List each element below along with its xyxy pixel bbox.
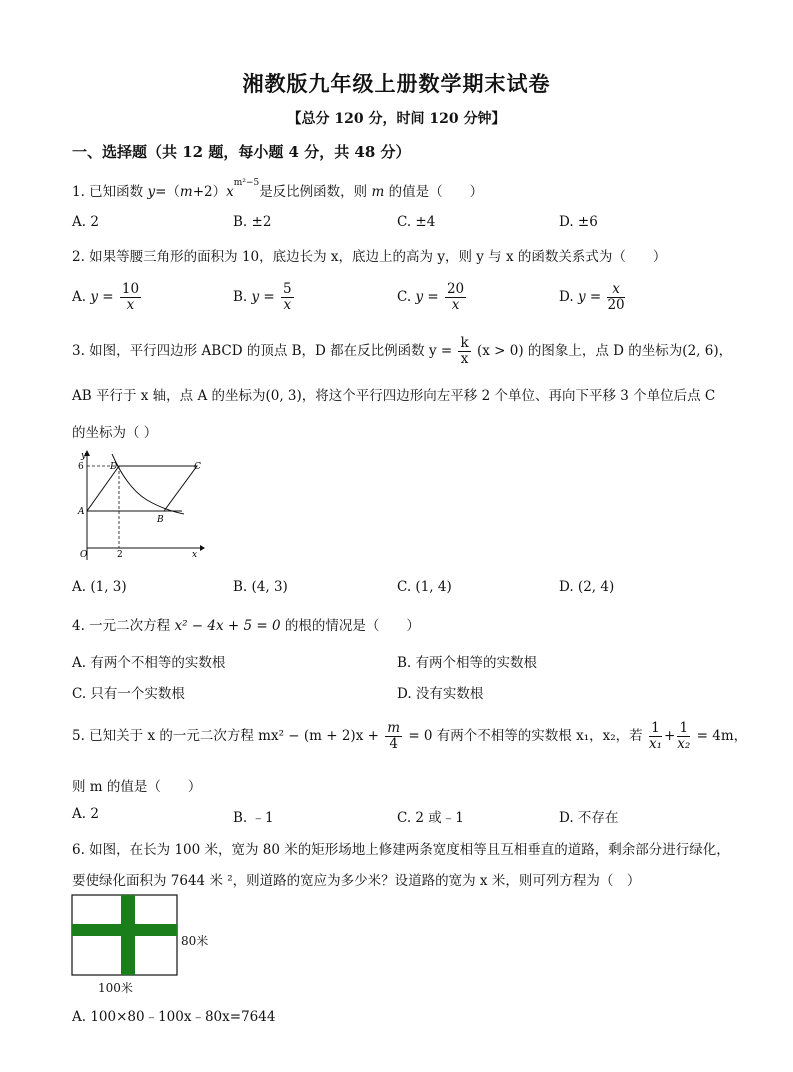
- q2-a-fraction: $\frac{10}{x}$: [121, 281, 140, 313]
- page-title: 湘教版九年级上册数学期末试卷: [242, 71, 551, 96]
- q3-option-b[interactable]: B. (4, 3): [233, 579, 288, 595]
- q4-option-a[interactable]: A. 有两个不相等的实数根: [72, 655, 226, 671]
- question-3-line-1: 3. 如图，平行四边形 ABCD 的顶点 B，D 都在反比例函数 y = $\frac{k}{x}$ (x > 0) 的图象上，点 D 的坐标为(2, 6)，: [72, 335, 733, 367]
- question-6-line-1: 6. 如图，在长为 100 米，宽为 80 米的矩形场地上修建两条宽度相等且互相垂直的道路，剩余部分进行绿化，: [72, 842, 730, 858]
- fig-label-x: x: [192, 550, 198, 560]
- q1-option-d[interactable]: D. ±6: [559, 214, 598, 230]
- q3-option-c[interactable]: C. (1, 4): [397, 579, 452, 595]
- q3-figure: [72, 448, 207, 566]
- fig-label-d: D: [110, 462, 118, 472]
- question-4: 4. 一元二次方程 x² − 4x + 5 = 0 的根的情况是（ ）: [72, 618, 420, 634]
- fig-label-b: B: [157, 515, 164, 525]
- q5-option-d[interactable]: D. 不存在: [559, 810, 619, 826]
- q6-figure: [70, 893, 220, 998]
- fig-label-6: 6: [78, 462, 84, 472]
- q1-option-a[interactable]: A. 2: [72, 214, 99, 230]
- fig-label-o: O: [80, 550, 88, 560]
- q2-b-fraction: $\frac{5}{x}$: [283, 281, 292, 313]
- q5-fraction-1x1: $\frac{1}{\text{x₁}}$: [648, 720, 662, 752]
- q5-option-b[interactable]: B. ﹣1: [233, 810, 274, 826]
- q4-equation: x² − 4x + 5 = 0: [174, 618, 281, 634]
- fig-label-c: C: [194, 462, 201, 472]
- q4-option-c[interactable]: C. 只有一个实数根: [72, 686, 185, 702]
- question-2: 2. 如果等腰三角形的面积为 10，底边长为 x，底边上的高为 y，则 y 与 x 的函数关系式为（ ）: [72, 249, 667, 265]
- question-1: 1. 已知函数 $y=(m+2)x^{m^2-5}$是反比例函数，则 m 的值是（ ）: [72, 177, 484, 200]
- fig-label-2: 2: [117, 550, 123, 560]
- page-subtitle: 【总分 120 分，时间 120 分钟】: [287, 111, 506, 127]
- vertical-road: [121, 895, 135, 975]
- q2-c-fraction: $\frac{20}{x}$: [446, 281, 465, 313]
- question-3-line-3: 的坐标为（ ）: [72, 425, 158, 441]
- q4-option-d[interactable]: D. 没有实数根: [397, 686, 484, 702]
- q3-fraction: $\frac{k}{x}$: [460, 335, 469, 367]
- question-5-line-2: 则 m 的值是（ ）: [72, 779, 202, 795]
- fig-label-a: A: [78, 507, 85, 517]
- fig-height-label: 80米: [181, 934, 209, 948]
- q2-option-d[interactable]: D. y = $\frac{x}{20}$: [559, 281, 625, 313]
- question-6-line-2: 要使绿化面积为 7644 米 ²，则道路的宽应为多少米？设道路的宽为 x 米，则可列方程为（ ）: [72, 873, 641, 889]
- q5-fraction-m4: $\frac{m}{4}$: [387, 720, 401, 752]
- q4-option-b[interactable]: B. 有两个相等的实数根: [397, 655, 538, 671]
- question-3-line-2: AB 平行于 x 轴，点 A 的坐标为(0, 3)，将这个平行四边形向左平移 2 个单位、再向下平移 3 个单位后点 C: [72, 388, 716, 404]
- fig-width-label: 100米: [98, 981, 133, 995]
- q6-option-a[interactable]: A. 100×80﹣100x﹣80x=7644: [72, 1009, 276, 1025]
- fig-label-y: y: [81, 451, 87, 461]
- q5-option-c[interactable]: C. 2 或﹣1: [397, 810, 464, 826]
- q3-option-a[interactable]: A. (1, 3): [72, 579, 127, 595]
- q2-option-b[interactable]: B. y = $\frac{5}{x}$: [233, 281, 292, 313]
- q2-option-c[interactable]: C. y = $\frac{20}{x}$: [397, 281, 465, 313]
- q1-option-b[interactable]: B. ±2: [233, 214, 272, 230]
- q2-option-a[interactable]: A. y = $\frac{10}{x}$: [72, 281, 140, 313]
- q1-exponent: m²−5: [233, 177, 260, 188]
- q5-fraction-1x2: $\frac{1}{\text{x₂}}$: [677, 720, 691, 752]
- section-heading: 一、选择题（共 12 题，每小题 4 分，共 48 分）: [72, 143, 411, 161]
- q5-option-a[interactable]: A. 2: [72, 806, 99, 822]
- q2-d-fraction: $\frac{x}{20}$: [607, 281, 625, 313]
- q3-option-d[interactable]: D. (2, 4): [559, 579, 615, 595]
- q1-option-c[interactable]: C. ±4: [397, 214, 436, 230]
- question-5-line-1: 5. 已知关于 x 的一元二次方程 mx² − (m + 2)x + $\frac{m}{4}$ = 0 有两个不相等的实数根 x₁，x₂，若 $\frac{1}{\text{x₁}}$ + $\frac{1}{\text{x₂}}$ = 4m，: [72, 720, 748, 752]
